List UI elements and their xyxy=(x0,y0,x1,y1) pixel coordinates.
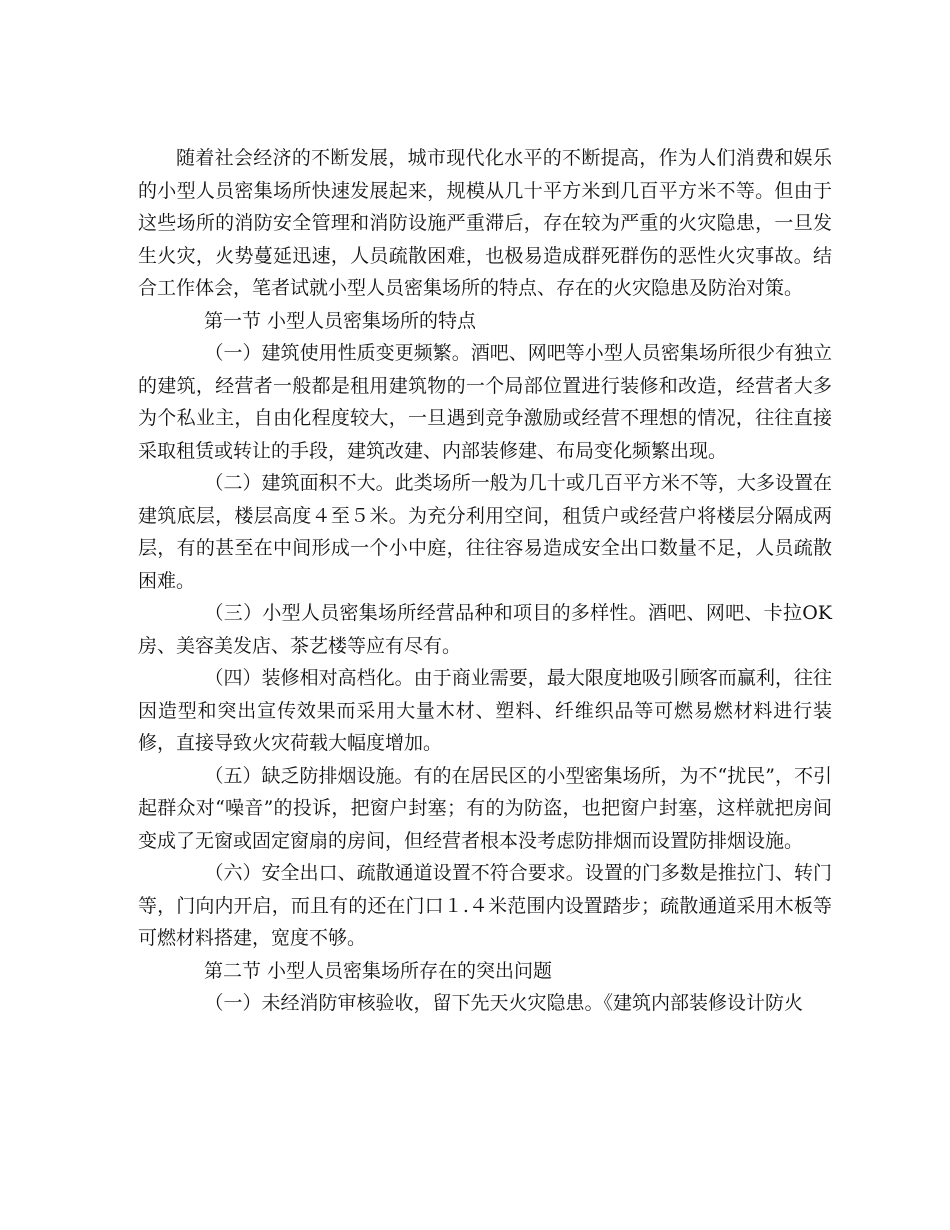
document-body xyxy=(138,142,832,1020)
section-heading-1: 第一节 小型人员密集场所的特点 xyxy=(204,309,477,332)
list-item: （二）建筑面积不大。此类场所一般为几十或几百平方米不等，大多设置在建筑底层，楼层高度４至５米。为充分利用空间，租赁户或经营户将楼层分隔成两层，有的甚至在中间形成一个小中庭，往往容易造成安全出口数量不足，人员疏散困难。 xyxy=(138,472,832,592)
list-item: （六）安全出口、疏散通道设置不符合要求。设置的门多数是推拉门、转门等，门向内开启，而且有的还在门口１.４米范围内设置踏步；疏散通道采用木板等可燃材料搭建，宽度不够。 xyxy=(138,862,832,949)
list-item: （四）装修相对高档化。由于商业需要，最大限度地吸引顾客而赢利，往往因造型和突出宣传效果而采用大量木材、塑料、纤维织品等可燃易燃材料进行装修，直接导致火灾荷载大幅度增加。 xyxy=(138,667,832,754)
list-item: （五）缺乏防排烟设施。有的在居民区的小型密集场所，为不“扰民”，不引起群众对“噪音”的投诉，把窗户封塞；有的为防盗，也把窗户封塞，这样就把房间变成了无窗或固定窗扇的房间，但经营者根本没考虑防排烟而设置防排烟设施。 xyxy=(138,764,832,852)
list-item: （一）建筑使用性质变更频繁。酒吧、网吧等小型人员密集场所很少有独立的建筑，经营者一般都是租用建筑物的一个局部位置进行装修和改造，经营者大多为个私业主，自由化程度较大，一旦遇到竞争激励或经营不理想的情况，往往直接采取租赁或转让的手段，建筑改建、内部装修建、布局变化频繁出现。 xyxy=(138,342,832,462)
list-item: （一）未经消防审核验收，留下先天火灾隐患。《建筑内部装修设计防火 xyxy=(204,992,804,1014)
list-item: （三）小型人员密集场所经营品种和项目的多样性。酒吧、网吧、卡拉OK房、美容美发店、茶艺楼等应有尽有。 xyxy=(138,602,832,657)
intro-paragraph: 随着社会经济的不断发展，城市现代化水平的不断提高，作为人们消费和娱乐的小型人员密集场所快速发展起来，规模从几十平方米到几百平方米不等。但由于这些场所的消防安全管理和消防设施严重滞后，存在较为严重的火灾隐患，一旦发生火灾，火势蔓延迅速，人员疏散困难，也极易造成群死群伤的恶性火灾事故。结合工作体会，笔者试就小型人员密集场所的特点、存在的火灾隐患及防治对策。 xyxy=(138,147,832,299)
section-heading-2: 第二节 小型人员密集场所存在的突出问题 xyxy=(204,959,553,982)
